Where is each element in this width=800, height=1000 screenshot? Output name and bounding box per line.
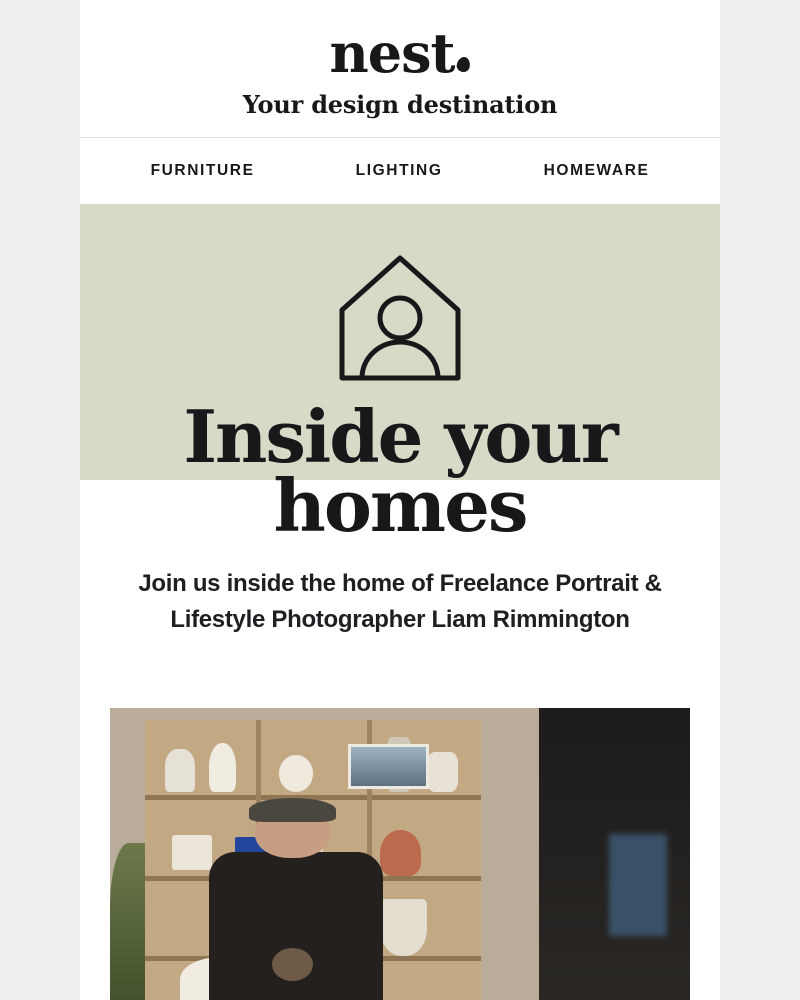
brand-header [80,0,720,138]
nav-item-furniture[interactable]: FURNITURE [150,162,255,179]
main-nav [80,138,720,204]
hero-subtitle: Join us inside the home of Freelance Portrait & Lifestyle Photographer Liam Rimmington [138,570,662,634]
nav-item-lighting[interactable]: LIGHTING [355,162,443,179]
feature-image-wrap [80,644,720,1000]
logo[interactable] [80,21,720,85]
nav-item-homeware[interactable]: HOMEWARE [543,162,650,179]
page-title: Inside your homes [183,394,617,549]
logo-text: nest [329,21,455,85]
email-body [80,0,720,1000]
teardrop-dot-icon [456,56,472,73]
feature-image[interactable] [110,708,690,1000]
house-with-person-icon [330,248,470,388]
brand-tagline: Your design destination [242,90,558,119]
hero-section [80,204,720,644]
